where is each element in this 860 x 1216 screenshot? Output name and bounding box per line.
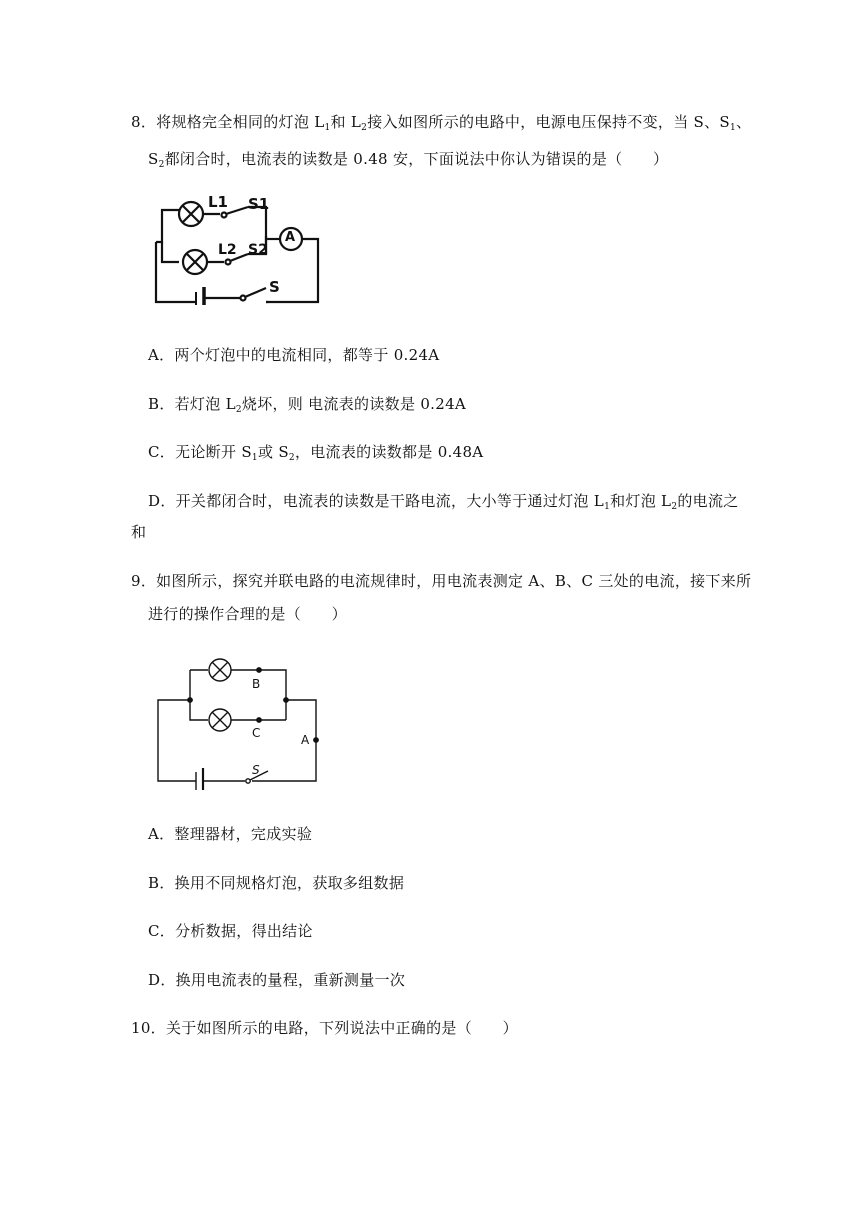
q8-label-s2: S2 (248, 242, 268, 258)
q8-option-d: D．开关都闭合时，电流表的读数是干路电流，大小等于通过灯泡 $L_1$和灯泡 $L_2$的电流之 (148, 492, 739, 512)
q8-label-l1: L1 (208, 193, 228, 211)
q9-label-b: B (252, 677, 261, 691)
q8-stem-line1: 8．将规格完全相同的灯泡 $L_1$和 $L_2$接入如图所示的电路中，电源电压保持不变，当 S、$S_1$、 (131, 113, 752, 133)
q8-label-l2: L2 (218, 242, 237, 258)
q8-label-s: S (269, 278, 280, 296)
q9-stem-line1: 9．如图所示，探究并联电路的电流规律时，用电流表测定 A、B、C 三处的电流，接下来所 (131, 572, 752, 590)
q9-option-c: C．分析数据，得出结论 (148, 922, 313, 940)
q9-label-s: S (252, 763, 260, 777)
q9-label-a: A (301, 733, 310, 747)
q9-label-c: C (252, 726, 261, 740)
q9-option-a: A．整理器材，完成实验 (148, 825, 313, 843)
q9-option-d: D．换用电流表的量程，重新测量一次 (148, 971, 406, 989)
q9-stem-line2: 进行的操作合理的是（ ） (148, 605, 347, 623)
q9-circuit-figure (148, 650, 328, 790)
q8-option-b: B．若灯泡 $L_2$烧坏，则 电流表的读数是 0.24A (148, 395, 467, 415)
q8-option-a: A．两个灯泡中的电流相同，都等于 0.24A (148, 346, 440, 364)
q8-option-c: C．无论断开 $S_1$或 $S_2$，电流表的读数都是 0.48A (148, 443, 484, 463)
q9-option-b: B．换用不同规格灯泡，获取多组数据 (148, 874, 405, 892)
q8-option-d-wrap: 和 (131, 523, 147, 541)
q8-stem-line2: $S_2$都闭合时，电流表的读数是 0.48 安，下面说法中你认为错误的是（ ） (148, 150, 669, 170)
q8-label-s1: S1 (248, 195, 270, 213)
q8-circuit-figure (148, 190, 328, 305)
q10-stem: 10．关于如图所示的电路，下列说法中正确的是（ ） (131, 1019, 518, 1037)
q8-ammeter-label: A (285, 230, 296, 245)
